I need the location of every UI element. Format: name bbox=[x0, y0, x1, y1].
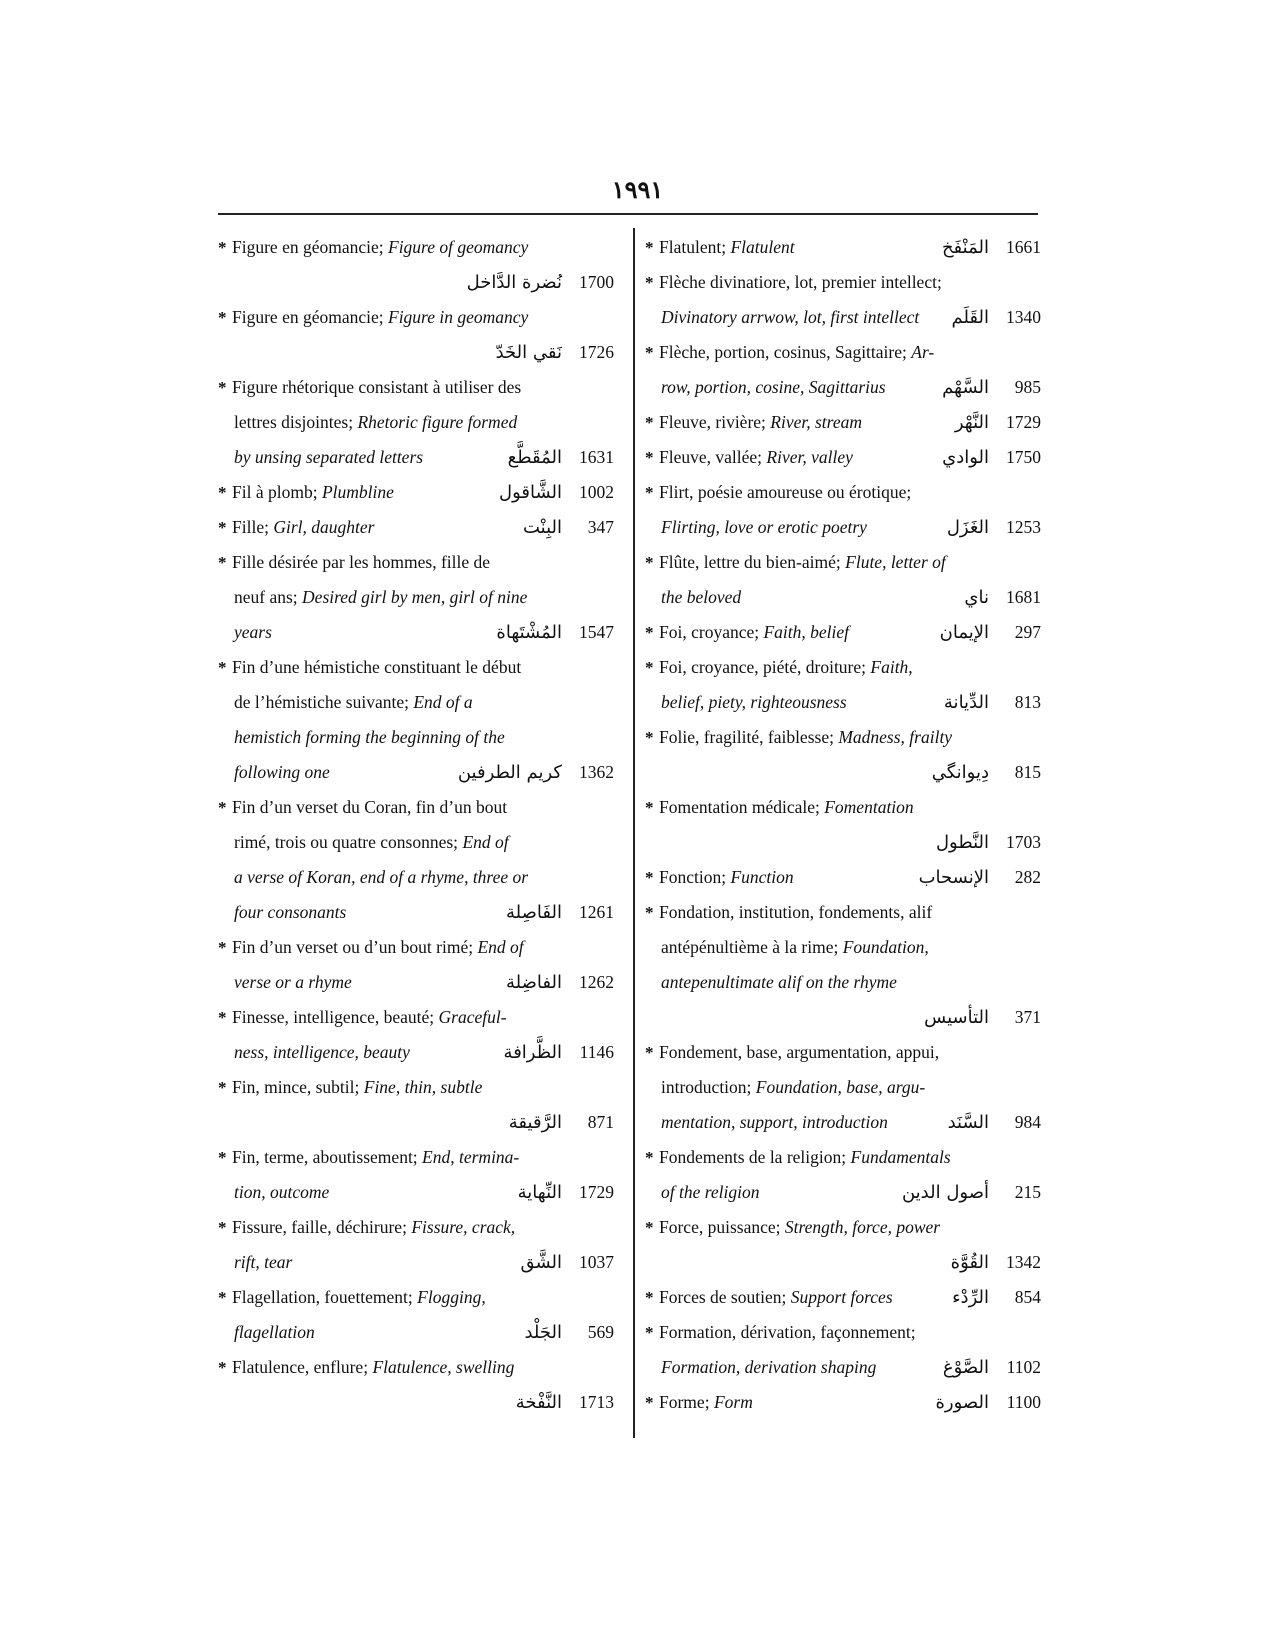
french-term: Flatulent; bbox=[659, 237, 731, 257]
glossary-entry bbox=[218, 545, 614, 650]
french-term: Flatulence, enflure; bbox=[232, 1357, 373, 1377]
entry-number: 297 bbox=[1014, 622, 1041, 642]
english-term: End, termina- bbox=[422, 1147, 520, 1167]
french-term: Flagellation, fouettement; bbox=[232, 1287, 418, 1307]
glossary-entry bbox=[645, 895, 1041, 1035]
entry-number: 1713 bbox=[579, 1392, 614, 1412]
entry-line bbox=[659, 230, 1041, 265]
french-term: Finesse, intelligence, beauté; bbox=[232, 1007, 439, 1027]
french-term: Flèche divinatiore, lot, premier intellect; bbox=[659, 272, 942, 292]
entry-line bbox=[659, 895, 1041, 930]
english-term: Girl, daughter bbox=[273, 517, 375, 537]
entry-line bbox=[659, 1385, 1041, 1420]
entry-number: 1631 bbox=[579, 447, 614, 467]
arabic-term: أصول الدين bbox=[901, 1182, 989, 1203]
english-term: Plumbline bbox=[321, 482, 394, 502]
french-term: Fleuve, vallée; bbox=[659, 447, 767, 467]
french-term: Forces de soutien; bbox=[659, 1287, 791, 1307]
english-term: Ar- bbox=[911, 342, 935, 362]
entry-line bbox=[659, 685, 1041, 720]
french-term: Fin, terme, aboutissement; bbox=[232, 1147, 423, 1167]
arabic-term: الشَّق bbox=[520, 1252, 562, 1273]
entry-line bbox=[659, 1280, 1041, 1315]
entry-line bbox=[232, 440, 614, 475]
entry-line bbox=[232, 1210, 614, 1245]
glossary-entry bbox=[645, 1280, 1041, 1315]
french-term: Fondements de la religion; bbox=[659, 1147, 851, 1167]
english-term: antepenultimate alif on the rhyme bbox=[661, 972, 897, 992]
entry-line bbox=[232, 1280, 614, 1315]
english-term: Support forces bbox=[790, 1287, 893, 1307]
entry-line bbox=[232, 405, 614, 440]
entry-number: 1729 bbox=[579, 1182, 614, 1202]
arabic-term: النَّفْخة bbox=[515, 1392, 562, 1413]
french-term: Fil à plomb; bbox=[232, 482, 322, 502]
french-term: Fissure, faille, déchirure; bbox=[232, 1217, 412, 1237]
entry-line bbox=[659, 1175, 1041, 1210]
french-term: Force, puissance; bbox=[659, 1217, 785, 1237]
entry-line bbox=[232, 510, 614, 545]
entry-line bbox=[659, 1140, 1041, 1175]
french-term: Fonction; bbox=[659, 867, 731, 887]
glossary-entry bbox=[218, 1070, 614, 1140]
english-term: Figure of geomancy bbox=[388, 237, 529, 257]
glossary-entry bbox=[218, 930, 614, 1000]
entry-number: 1340 bbox=[1006, 307, 1041, 327]
arabic-term: الصَّوْغ bbox=[942, 1357, 989, 1378]
glossary-entry bbox=[645, 720, 1041, 790]
french-term: Foi, croyance; bbox=[659, 622, 764, 642]
arabic-term: الصورة bbox=[935, 1392, 989, 1413]
glossary-entry bbox=[218, 1210, 614, 1280]
arabic-term: الفاضِلة bbox=[506, 972, 562, 993]
entry-line bbox=[232, 685, 614, 720]
entry-line bbox=[659, 440, 1041, 475]
entry-line bbox=[232, 895, 614, 930]
entry-number: 1261 bbox=[579, 902, 614, 922]
entry-line bbox=[659, 720, 1041, 755]
entry-number: 1703 bbox=[1006, 832, 1041, 852]
arabic-term: ناي bbox=[964, 587, 989, 608]
entry-line bbox=[659, 370, 1041, 405]
french-term: Figure en géomancie; bbox=[232, 237, 388, 257]
entry-line bbox=[659, 1105, 1041, 1140]
entry-line bbox=[659, 580, 1041, 615]
glossary-entry bbox=[218, 1350, 614, 1420]
glossary-entry bbox=[645, 405, 1041, 440]
entry-line bbox=[232, 1070, 614, 1105]
entry-number: 569 bbox=[587, 1322, 614, 1342]
english-term: Graceful- bbox=[438, 1007, 507, 1027]
arabic-term: المُشْتَهاة bbox=[496, 622, 562, 643]
english-term: Figure in geomancy bbox=[388, 307, 529, 327]
glossary-entry bbox=[645, 265, 1041, 335]
entry-line bbox=[659, 1035, 1041, 1070]
entry-line bbox=[659, 965, 1041, 1000]
english-term: Foundation, base, argu- bbox=[755, 1077, 926, 1097]
arabic-term: المُقَطَّع bbox=[507, 447, 562, 468]
glossary-entry bbox=[645, 1035, 1041, 1140]
entry-line bbox=[232, 335, 614, 370]
english-term: End of bbox=[477, 937, 524, 957]
entry-line bbox=[659, 335, 1041, 370]
english-term: Form bbox=[713, 1392, 753, 1412]
english-term: End of a bbox=[413, 692, 473, 712]
glossary-entry bbox=[645, 860, 1041, 895]
entry-line bbox=[232, 475, 614, 510]
entry-line bbox=[659, 650, 1041, 685]
entry-line bbox=[232, 1350, 614, 1385]
entry-number: 1253 bbox=[1006, 517, 1041, 537]
entry-number: 1146 bbox=[579, 1042, 614, 1062]
entry-line bbox=[232, 1175, 614, 1210]
entry-line bbox=[232, 1385, 614, 1420]
french-term: Fin d’un verset ou d’un bout rimé; bbox=[232, 937, 478, 957]
french-term: de l’hémistiche suivante; bbox=[234, 692, 414, 712]
entry-number: 1100 bbox=[1006, 1392, 1041, 1412]
entry-number: 1661 bbox=[1006, 237, 1041, 257]
entry-line bbox=[659, 930, 1041, 965]
entry-number: 1726 bbox=[579, 342, 614, 362]
glossary-entry bbox=[218, 370, 614, 475]
entry-line bbox=[232, 720, 614, 755]
french-term: Flèche, portion, cosinus, Sagittaire; bbox=[659, 342, 912, 362]
arabic-term: الغَزَل bbox=[946, 517, 989, 538]
entry-line bbox=[659, 545, 1041, 580]
entry-line bbox=[232, 1245, 614, 1280]
english-term: mentation, support, introduction bbox=[661, 1112, 888, 1132]
glossary-entry bbox=[218, 230, 614, 300]
arabic-term: نَقي الخَدّ bbox=[495, 342, 562, 363]
entry-number: 1102 bbox=[1006, 1357, 1041, 1377]
entry-line bbox=[232, 545, 614, 580]
glossary-entry bbox=[645, 335, 1041, 405]
french-term: Fleuve, rivière; bbox=[659, 412, 771, 432]
entry-number: 1037 bbox=[579, 1252, 614, 1272]
french-term: Fondement, base, argumentation, appui, bbox=[659, 1042, 940, 1062]
entry-number: 984 bbox=[1014, 1112, 1041, 1132]
entry-number: 1002 bbox=[579, 482, 614, 502]
glossary-entry bbox=[218, 1280, 614, 1350]
english-term: Flute, letter of bbox=[845, 552, 946, 572]
english-term: Strength, force, power bbox=[784, 1217, 941, 1237]
glossary-entry bbox=[645, 1385, 1041, 1420]
english-term: End of bbox=[462, 832, 509, 852]
english-term: years bbox=[234, 622, 272, 642]
page-number: ١٩٩١ bbox=[611, 178, 664, 204]
french-term: Flirt, poésie amoureuse ou érotique; bbox=[659, 482, 912, 502]
entry-line bbox=[659, 475, 1041, 510]
header-rule bbox=[218, 213, 1038, 215]
english-term: rift, tear bbox=[234, 1252, 293, 1272]
arabic-term: الفَاصِلة bbox=[506, 902, 562, 923]
glossary-entry bbox=[645, 440, 1041, 475]
entry-line bbox=[659, 615, 1041, 650]
french-term: Foi, croyance, piété, droiture; bbox=[659, 657, 871, 677]
english-term: Fomentation bbox=[824, 797, 914, 817]
glossary-entry bbox=[645, 475, 1041, 545]
entry-line bbox=[659, 1210, 1041, 1245]
arabic-term: القُوَّة bbox=[950, 1252, 989, 1273]
entry-number: 1342 bbox=[1006, 1252, 1041, 1272]
entry-line bbox=[659, 1350, 1041, 1385]
english-term: Flirting, love or erotic poetry bbox=[661, 517, 867, 537]
english-term: the beloved bbox=[661, 587, 742, 607]
entry-line bbox=[232, 1140, 614, 1175]
arabic-term: الرِّدْء bbox=[952, 1287, 989, 1308]
entry-line bbox=[659, 1000, 1041, 1035]
arabic-term: الظَّرافة bbox=[503, 1042, 562, 1063]
entry-line bbox=[232, 1315, 614, 1350]
english-term: Flatulent bbox=[730, 237, 795, 257]
english-term: tion, outcome bbox=[234, 1182, 330, 1202]
entry-number: 1729 bbox=[1006, 412, 1041, 432]
entry-line bbox=[659, 405, 1041, 440]
french-term: antépénultième à la rime; bbox=[661, 937, 843, 957]
entry-number: 1681 bbox=[1006, 587, 1041, 607]
french-term: Fille désirée par les hommes, fille de bbox=[232, 552, 491, 572]
french-term: Forme; bbox=[659, 1392, 714, 1412]
english-term: Flatulence, swelling bbox=[372, 1357, 515, 1377]
entry-number: 1547 bbox=[579, 622, 614, 642]
english-term: of the religion bbox=[661, 1182, 760, 1202]
entry-number: 347 bbox=[587, 517, 614, 537]
english-term: ness, intelligence, beauty bbox=[234, 1042, 410, 1062]
french-term: introduction; bbox=[661, 1077, 756, 1097]
french-term: Figure en géomancie; bbox=[232, 307, 388, 327]
arabic-term: النَّهْر bbox=[954, 412, 989, 433]
english-term: by unsing separated letters bbox=[234, 447, 424, 467]
english-term: River, valley bbox=[766, 447, 853, 467]
french-term: lettres disjointes; bbox=[234, 412, 358, 432]
arabic-term: دِيوانگي bbox=[931, 762, 989, 783]
arabic-term: الرَّقيقة bbox=[508, 1112, 562, 1133]
english-term: row, portion, cosine, Sagittarius bbox=[661, 377, 886, 397]
entry-line bbox=[232, 1035, 614, 1070]
entry-number: 1362 bbox=[579, 762, 614, 782]
entry-line bbox=[659, 790, 1041, 825]
arabic-term: النَّطول bbox=[935, 832, 989, 853]
english-term: Divinatory arrwow, lot, first intellect bbox=[661, 307, 920, 327]
entry-line bbox=[232, 1000, 614, 1035]
entry-line bbox=[232, 965, 614, 1000]
entry-number: 813 bbox=[1014, 692, 1041, 712]
french-term: Fille; bbox=[232, 517, 274, 537]
english-term: four consonants bbox=[234, 902, 347, 922]
english-term: Faith, belief bbox=[763, 622, 850, 642]
english-term: Rhetoric figure formed bbox=[357, 412, 518, 432]
entry-line bbox=[659, 300, 1041, 335]
right-column bbox=[645, 230, 1041, 1420]
left-column bbox=[218, 230, 614, 1420]
entry-line bbox=[232, 615, 614, 650]
entry-line bbox=[232, 300, 614, 335]
arabic-term: المَنْفَخ bbox=[941, 237, 989, 258]
entry-number: 1750 bbox=[1006, 447, 1041, 467]
french-term: Fin d’un verset du Coran, fin d’un bout bbox=[232, 797, 508, 817]
arabic-term: النِّهاية bbox=[517, 1182, 562, 1203]
arabic-term: السَّهْم bbox=[942, 377, 989, 398]
french-term: neuf ans; bbox=[234, 587, 303, 607]
entry-line bbox=[659, 755, 1041, 790]
glossary-entry bbox=[645, 1315, 1041, 1385]
entry-number: 371 bbox=[1014, 1007, 1041, 1027]
english-term: hemistich forming the beginning of the bbox=[234, 727, 505, 747]
french-term: Fin, mince, subtil; bbox=[232, 1077, 364, 1097]
glossary-entry bbox=[645, 615, 1041, 650]
entry-number: 854 bbox=[1014, 1287, 1041, 1307]
english-term: verse or a rhyme bbox=[234, 972, 352, 992]
arabic-term: السَّنَد bbox=[947, 1112, 989, 1133]
english-term: belief, piety, righteousness bbox=[661, 692, 847, 712]
french-term: Fondation, institution, fondements, alif bbox=[659, 902, 933, 922]
arabic-term: القَلَم bbox=[951, 307, 989, 328]
entry-line bbox=[659, 510, 1041, 545]
glossary-entry bbox=[218, 1000, 614, 1070]
english-term: Faith, bbox=[870, 657, 913, 677]
glossary-entry bbox=[218, 475, 614, 510]
glossary-entry bbox=[645, 650, 1041, 720]
entry-line bbox=[659, 825, 1041, 860]
entry-number: 871 bbox=[587, 1112, 614, 1132]
french-term: Fomentation médicale; bbox=[659, 797, 825, 817]
entry-number: 815 bbox=[1014, 762, 1041, 782]
entry-number: 1262 bbox=[579, 972, 614, 992]
entry-line bbox=[659, 265, 1041, 300]
english-term: flagellation bbox=[234, 1322, 315, 1342]
arabic-term: الدِّيانة bbox=[943, 692, 989, 713]
glossary-entry bbox=[645, 1210, 1041, 1280]
french-term: Fin d’une hémistiche constituant le début bbox=[232, 657, 522, 677]
entry-number: 985 bbox=[1014, 377, 1041, 397]
entry-number: 1700 bbox=[579, 272, 614, 292]
arabic-term: الوادي bbox=[942, 447, 989, 468]
english-term: following one bbox=[234, 762, 330, 782]
entry-line bbox=[232, 860, 614, 895]
entry-line bbox=[232, 755, 614, 790]
arabic-term: الجَلْد bbox=[524, 1322, 562, 1343]
glossary-entry bbox=[218, 790, 614, 930]
entry-line bbox=[659, 1315, 1041, 1350]
entry-line bbox=[232, 265, 614, 300]
glossary-entry bbox=[645, 790, 1041, 860]
glossary-entry bbox=[645, 230, 1041, 265]
english-term: Function bbox=[730, 867, 794, 887]
english-term: Desired girl by men, girl of nine bbox=[302, 587, 528, 607]
glossary-entry bbox=[218, 300, 614, 370]
column-divider bbox=[633, 228, 635, 1438]
entry-line bbox=[232, 370, 614, 405]
english-term: Foundation, bbox=[842, 937, 929, 957]
english-term: Fine, thin, subtle bbox=[363, 1077, 483, 1097]
arabic-term: البِنْت bbox=[522, 517, 562, 538]
entry-line bbox=[232, 790, 614, 825]
english-term: Fundamentals bbox=[850, 1147, 951, 1167]
arabic-term: نُضرة الدَّاخل bbox=[466, 272, 562, 293]
entry-line bbox=[659, 1245, 1041, 1280]
arabic-term: الشَّاقول bbox=[498, 482, 562, 503]
english-term: a verse of Koran, end of a rhyme, three or bbox=[234, 867, 529, 887]
english-term: River, stream bbox=[770, 412, 862, 432]
entry-number: 215 bbox=[1014, 1182, 1041, 1202]
entry-line bbox=[232, 825, 614, 860]
glossary-entry bbox=[218, 1140, 614, 1210]
arabic-term: الإيمان bbox=[939, 622, 989, 643]
english-term: Formation, derivation shaping bbox=[661, 1357, 877, 1377]
french-term: Figure rhétorique consistant à utiliser des bbox=[232, 377, 522, 397]
glossary-entry bbox=[218, 650, 614, 790]
english-term: Flogging, bbox=[417, 1287, 486, 1307]
french-term: Flûte, lettre du bien-aimé; bbox=[659, 552, 846, 572]
entry-number: 282 bbox=[1014, 867, 1041, 887]
entry-line bbox=[232, 930, 614, 965]
french-term: rimé, trois ou quatre consonnes; bbox=[234, 832, 463, 852]
entry-line bbox=[232, 580, 614, 615]
arabic-term: الإنسحاب bbox=[918, 867, 989, 888]
glossary-entry bbox=[218, 510, 614, 545]
glossary-entry bbox=[645, 1140, 1041, 1210]
entry-line bbox=[232, 650, 614, 685]
entry-line bbox=[232, 230, 614, 265]
entry-line bbox=[232, 1105, 614, 1140]
arabic-term: كريم الطرفين bbox=[457, 762, 562, 783]
english-term: Fissure, crack, bbox=[411, 1217, 516, 1237]
entry-line bbox=[659, 1070, 1041, 1105]
entry-line bbox=[659, 860, 1041, 895]
arabic-term: التأسيس bbox=[924, 1007, 989, 1028]
french-term: Folie, fragilité, faiblesse; bbox=[659, 727, 839, 747]
french-term: Formation, dérivation, façonnement; bbox=[659, 1322, 916, 1342]
glossary-entry bbox=[645, 545, 1041, 615]
english-term: Madness, frailty bbox=[838, 727, 953, 747]
